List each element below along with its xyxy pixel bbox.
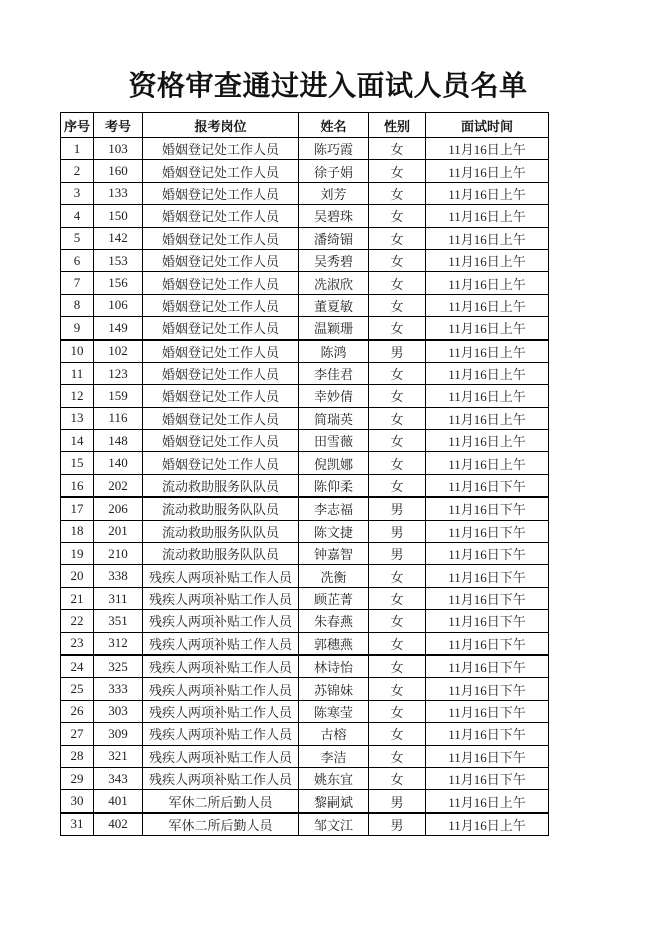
cell-name: 陈巧霞 (299, 138, 369, 160)
cell-gender: 女 (369, 362, 426, 384)
cell-gender: 女 (369, 160, 426, 182)
cell-serial: 14 (61, 430, 94, 452)
cell-gender: 女 (369, 655, 426, 678)
cell-interview-time: 11月16日上午 (426, 385, 549, 407)
cell-position: 流动救助服务队队员 (143, 497, 299, 520)
cell-position: 残疾人两项补贴工作人员 (143, 678, 299, 700)
cell-interview-time: 11月16日下午 (426, 543, 549, 565)
cell-exam-number: 159 (94, 385, 143, 407)
cell-interview-time: 11月16日上午 (426, 813, 549, 836)
cell-exam-number: 206 (94, 497, 143, 520)
cell-position: 婚姻登记处工作人员 (143, 362, 299, 384)
cell-serial: 5 (61, 227, 94, 249)
column-header-serial: 序号 (61, 113, 94, 138)
cell-interview-time: 11月16日上午 (426, 790, 549, 813)
cell-gender: 女 (369, 632, 426, 655)
cell-serial: 10 (61, 340, 94, 363)
cell-position: 婚姻登记处工作人员 (143, 160, 299, 182)
cell-name: 冼衡 (299, 565, 369, 587)
table-header-row (61, 113, 549, 138)
cell-serial: 4 (61, 205, 94, 227)
cell-interview-time: 11月16日下午 (426, 587, 549, 609)
cell-serial: 2 (61, 160, 94, 182)
cell-position: 流动救助服务队队员 (143, 543, 299, 565)
table-row (61, 678, 549, 700)
cell-interview-time: 11月16日下午 (426, 632, 549, 655)
column-header-exam-number: 考号 (94, 113, 143, 138)
cell-exam-number: 325 (94, 655, 143, 678)
cell-interview-time: 11月16日下午 (426, 497, 549, 520)
cell-exam-number: 123 (94, 362, 143, 384)
cell-exam-number: 343 (94, 767, 143, 789)
cell-exam-number: 402 (94, 813, 143, 836)
table-row (61, 745, 549, 767)
cell-gender: 女 (369, 385, 426, 407)
cell-exam-number: 133 (94, 182, 143, 204)
cell-name: 邹文江 (299, 813, 369, 836)
cell-exam-number: 401 (94, 790, 143, 813)
cell-serial: 7 (61, 272, 94, 294)
cell-position: 婚姻登记处工作人员 (143, 249, 299, 271)
cell-position: 残疾人两项补贴工作人员 (143, 767, 299, 789)
cell-interview-time: 11月16日上午 (426, 340, 549, 363)
cell-name: 李佳君 (299, 362, 369, 384)
table-row (61, 272, 549, 294)
cell-exam-number: 153 (94, 249, 143, 271)
cell-serial: 17 (61, 497, 94, 520)
cell-exam-number: 149 (94, 317, 143, 340)
cell-position: 婚姻登记处工作人员 (143, 227, 299, 249)
cell-name: 徐子娟 (299, 160, 369, 182)
cell-name: 陈鸿 (299, 340, 369, 363)
column-header-position: 报考岗位 (143, 113, 299, 138)
cell-exam-number: 333 (94, 678, 143, 700)
cell-gender: 女 (369, 745, 426, 767)
table-row (61, 430, 549, 452)
table-row (61, 317, 549, 340)
column-header-interview-time: 面试时间 (426, 113, 549, 138)
cell-name: 冼淑欣 (299, 272, 369, 294)
cell-gender: 女 (369, 678, 426, 700)
cell-serial: 30 (61, 790, 94, 813)
column-header-name: 姓名 (299, 113, 369, 138)
table-row (61, 565, 549, 587)
cell-exam-number: 201 (94, 520, 143, 542)
cell-exam-number: 150 (94, 205, 143, 227)
cell-position: 残疾人两项补贴工作人员 (143, 700, 299, 722)
cell-serial: 28 (61, 745, 94, 767)
cell-gender: 女 (369, 700, 426, 722)
table-row (61, 340, 549, 363)
cell-position: 流动救助服务队队员 (143, 474, 299, 497)
cell-gender: 女 (369, 182, 426, 204)
interview-roster-table (60, 112, 549, 836)
cell-exam-number: 351 (94, 610, 143, 632)
cell-position: 婚姻登记处工作人员 (143, 317, 299, 340)
cell-serial: 1 (61, 138, 94, 160)
cell-serial: 22 (61, 610, 94, 632)
cell-position: 流动救助服务队队员 (143, 520, 299, 542)
cell-position: 残疾人两项补贴工作人员 (143, 632, 299, 655)
cell-interview-time: 11月16日下午 (426, 767, 549, 789)
cell-interview-time: 11月16日上午 (426, 182, 549, 204)
cell-gender: 女 (369, 205, 426, 227)
cell-name: 朱春燕 (299, 610, 369, 632)
cell-serial: 9 (61, 317, 94, 340)
cell-serial: 11 (61, 362, 94, 384)
cell-exam-number: 311 (94, 587, 143, 609)
page-title: 资格审查通过进入面试人员名单 (128, 71, 528, 102)
cell-serial: 13 (61, 407, 94, 429)
cell-name: 古榕 (299, 723, 369, 745)
cell-interview-time: 11月16日上午 (426, 227, 549, 249)
cell-interview-time: 11月16日下午 (426, 520, 549, 542)
cell-name: 李洁 (299, 745, 369, 767)
cell-position: 婚姻登记处工作人员 (143, 452, 299, 474)
table-row (61, 249, 549, 271)
cell-position: 残疾人两项补贴工作人员 (143, 610, 299, 632)
cell-name: 钟嘉智 (299, 543, 369, 565)
cell-gender: 女 (369, 587, 426, 609)
cell-name: 幸妙倩 (299, 385, 369, 407)
cell-interview-time: 11月16日上午 (426, 249, 549, 271)
table-row (61, 655, 549, 678)
column-header-gender: 性别 (369, 113, 426, 138)
cell-exam-number: 202 (94, 474, 143, 497)
cell-name: 潘绮镅 (299, 227, 369, 249)
cell-interview-time: 11月16日下午 (426, 678, 549, 700)
cell-name: 苏锦妹 (299, 678, 369, 700)
cell-gender: 女 (369, 407, 426, 429)
cell-exam-number: 160 (94, 160, 143, 182)
cell-exam-number: 156 (94, 272, 143, 294)
cell-gender: 女 (369, 452, 426, 474)
cell-interview-time: 11月16日下午 (426, 723, 549, 745)
cell-serial: 15 (61, 452, 94, 474)
cell-serial: 12 (61, 385, 94, 407)
table-row (61, 160, 549, 182)
cell-position: 婚姻登记处工作人员 (143, 138, 299, 160)
cell-interview-time: 11月16日下午 (426, 700, 549, 722)
cell-position: 残疾人两项补贴工作人员 (143, 745, 299, 767)
cell-name: 李志福 (299, 497, 369, 520)
cell-name: 陈文捷 (299, 520, 369, 542)
cell-serial: 29 (61, 767, 94, 789)
cell-interview-time: 11月16日上午 (426, 317, 549, 340)
cell-gender: 男 (369, 813, 426, 836)
cell-gender: 女 (369, 227, 426, 249)
cell-serial: 3 (61, 182, 94, 204)
cell-interview-time: 11月16日下午 (426, 565, 549, 587)
table-row (61, 723, 549, 745)
cell-position: 婚姻登记处工作人员 (143, 272, 299, 294)
cell-gender: 女 (369, 138, 426, 160)
cell-serial: 26 (61, 700, 94, 722)
cell-exam-number: 102 (94, 340, 143, 363)
cell-exam-number: 116 (94, 407, 143, 429)
cell-position: 婚姻登记处工作人员 (143, 294, 299, 316)
cell-interview-time: 11月16日上午 (426, 138, 549, 160)
table-row (61, 520, 549, 542)
cell-gender: 女 (369, 565, 426, 587)
cell-name: 陈寒莹 (299, 700, 369, 722)
cell-gender: 男 (369, 543, 426, 565)
cell-interview-time: 11月16日上午 (426, 452, 549, 474)
cell-serial: 16 (61, 474, 94, 497)
cell-interview-time: 11月16日下午 (426, 745, 549, 767)
cell-name: 林诗怡 (299, 655, 369, 678)
cell-interview-time: 11月16日上午 (426, 294, 549, 316)
cell-gender: 男 (369, 520, 426, 542)
cell-position: 军休二所后勤人员 (143, 790, 299, 813)
cell-interview-time: 11月16日下午 (426, 610, 549, 632)
cell-serial: 20 (61, 565, 94, 587)
cell-serial: 27 (61, 723, 94, 745)
cell-gender: 男 (369, 497, 426, 520)
table-row (61, 543, 549, 565)
cell-name: 吴秀碧 (299, 249, 369, 271)
cell-exam-number: 303 (94, 700, 143, 722)
cell-serial: 18 (61, 520, 94, 542)
table-row (61, 700, 549, 722)
cell-gender: 女 (369, 272, 426, 294)
cell-interview-time: 11月16日下午 (426, 474, 549, 497)
table-row (61, 452, 549, 474)
cell-position: 残疾人两项补贴工作人员 (143, 655, 299, 678)
cell-exam-number: 309 (94, 723, 143, 745)
cell-serial: 23 (61, 632, 94, 655)
table-row (61, 362, 549, 384)
cell-exam-number: 142 (94, 227, 143, 249)
cell-serial: 31 (61, 813, 94, 836)
cell-name: 倪凯娜 (299, 452, 369, 474)
cell-interview-time: 11月16日上午 (426, 205, 549, 227)
cell-name: 刘芳 (299, 182, 369, 204)
table-body (61, 138, 549, 836)
cell-serial: 6 (61, 249, 94, 271)
cell-serial: 8 (61, 294, 94, 316)
cell-serial: 24 (61, 655, 94, 678)
cell-interview-time: 11月16日上午 (426, 160, 549, 182)
cell-interview-time: 11月16日上午 (426, 430, 549, 452)
cell-gender: 女 (369, 767, 426, 789)
cell-position: 婚姻登记处工作人员 (143, 182, 299, 204)
table-row (61, 407, 549, 429)
cell-interview-time: 11月16日下午 (426, 655, 549, 678)
cell-interview-time: 11月16日上午 (426, 407, 549, 429)
table-row (61, 182, 549, 204)
cell-gender: 女 (369, 294, 426, 316)
cell-name: 姚东宜 (299, 767, 369, 789)
cell-position: 残疾人两项补贴工作人员 (143, 587, 299, 609)
table-row (61, 138, 549, 160)
cell-exam-number: 210 (94, 543, 143, 565)
table-row (61, 227, 549, 249)
cell-name: 田雪薇 (299, 430, 369, 452)
cell-position: 军休二所后勤人员 (143, 813, 299, 836)
cell-name: 郭穗燕 (299, 632, 369, 655)
cell-position: 婚姻登记处工作人员 (143, 340, 299, 363)
cell-name: 吴碧珠 (299, 205, 369, 227)
cell-gender: 女 (369, 610, 426, 632)
cell-serial: 25 (61, 678, 94, 700)
cell-name: 温颖珊 (299, 317, 369, 340)
cell-name: 简瑞英 (299, 407, 369, 429)
cell-position: 婚姻登记处工作人员 (143, 407, 299, 429)
cell-serial: 21 (61, 587, 94, 609)
cell-gender: 女 (369, 474, 426, 497)
cell-exam-number: 321 (94, 745, 143, 767)
table-row (61, 813, 549, 836)
cell-position: 婚姻登记处工作人员 (143, 205, 299, 227)
cell-name: 董夏敏 (299, 294, 369, 316)
cell-name: 陈仰柔 (299, 474, 369, 497)
cell-gender: 女 (369, 249, 426, 271)
cell-interview-time: 11月16日上午 (426, 362, 549, 384)
table-row (61, 205, 549, 227)
cell-exam-number: 103 (94, 138, 143, 160)
table-row (61, 385, 549, 407)
cell-serial: 19 (61, 543, 94, 565)
table-row (61, 294, 549, 316)
cell-gender: 男 (369, 790, 426, 813)
cell-gender: 女 (369, 317, 426, 340)
cell-exam-number: 140 (94, 452, 143, 474)
table-row (61, 474, 549, 497)
cell-gender: 男 (369, 340, 426, 363)
table-row (61, 790, 549, 813)
cell-position: 婚姻登记处工作人员 (143, 430, 299, 452)
cell-exam-number: 106 (94, 294, 143, 316)
cell-position: 残疾人两项补贴工作人员 (143, 723, 299, 745)
cell-exam-number: 312 (94, 632, 143, 655)
table-row (61, 497, 549, 520)
cell-position: 残疾人两项补贴工作人员 (143, 565, 299, 587)
table-row (61, 587, 549, 609)
cell-name: 黎嗣斌 (299, 790, 369, 813)
table-row (61, 610, 549, 632)
cell-exam-number: 338 (94, 565, 143, 587)
cell-gender: 女 (369, 430, 426, 452)
cell-interview-time: 11月16日上午 (426, 272, 549, 294)
cell-gender: 女 (369, 723, 426, 745)
table-row (61, 632, 549, 655)
cell-position: 婚姻登记处工作人员 (143, 385, 299, 407)
cell-exam-number: 148 (94, 430, 143, 452)
cell-name: 顾芷菁 (299, 587, 369, 609)
table-row (61, 767, 549, 789)
